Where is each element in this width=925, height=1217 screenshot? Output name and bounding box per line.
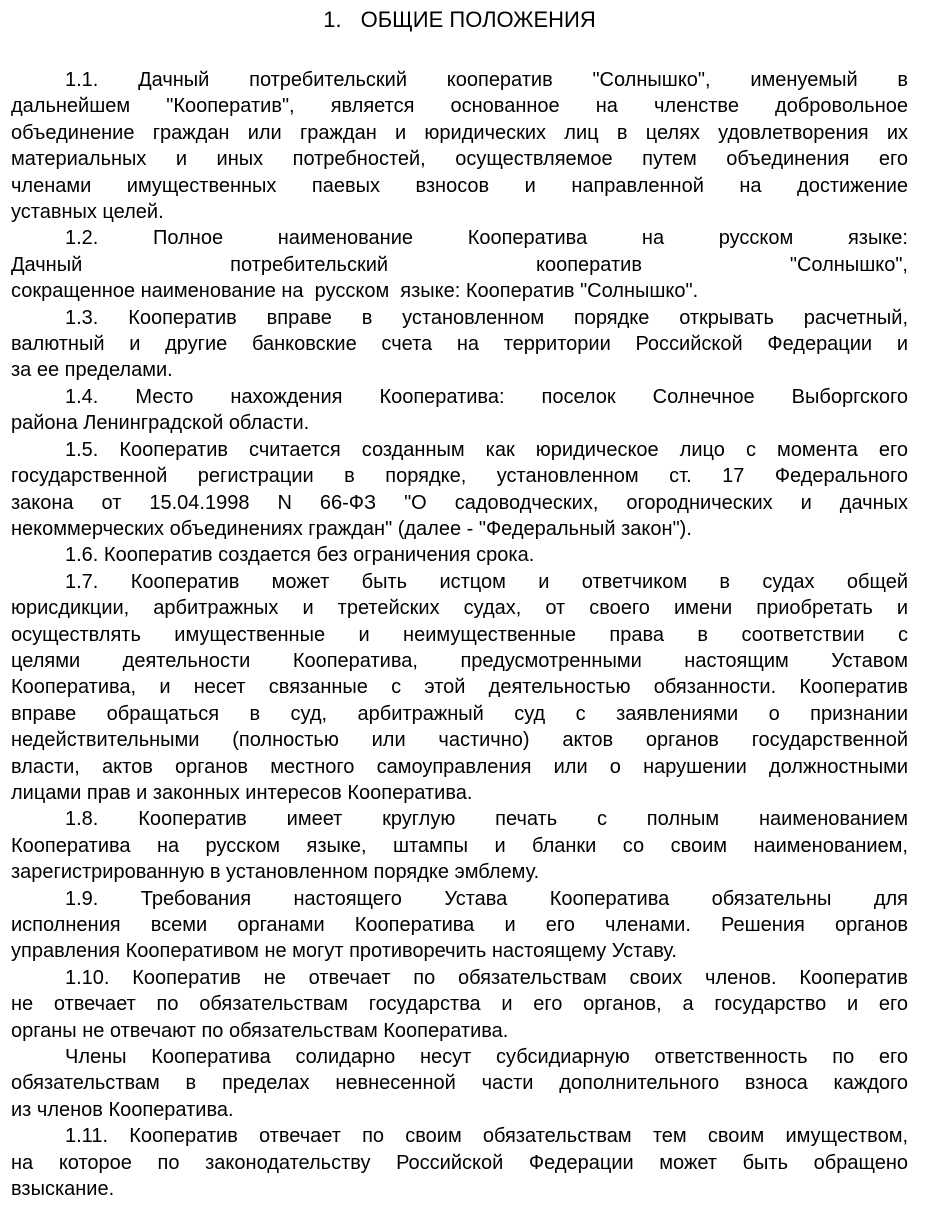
text-line: 1.8. Кооператив имеет круглую печать с полным наименованием <box>65 808 908 831</box>
text-line: 1.1. Дачный потребительский кооператив "Солнышко", именуемый в <box>65 69 908 91</box>
text-line: органы не отвечают по обязательствам Кооператива. <box>11 1019 509 1042</box>
paragraph-1.1 <box>11 67 908 225</box>
text-line: Члены Кооператива солидарно несут субсидиарную ответственность по его <box>65 1046 908 1069</box>
paragraph-1.4 <box>11 384 908 437</box>
text-line: 1.10. Кооператив не отвечает по обязательствам своих членов. Кооператив <box>65 966 908 989</box>
text-line: юрисдикции, арбитражных и третейских судах, от своего имени приобретать и <box>11 597 908 620</box>
paragraph-1.11 <box>11 1123 908 1202</box>
paragraph-1.10 <box>11 965 908 1044</box>
document-body <box>11 67 908 1202</box>
text-line: исполнения всеми органами Кооператива и его членами. Решения органов <box>11 914 908 936</box>
text-line: Кооператива, и несет связанные с этой деятельностью обязанности. Кооператив <box>11 676 908 699</box>
text-line: 1.5. Кооператив считается созданным как юридическое лицо с момента его <box>65 438 908 461</box>
text-line: валютный и другие банковские счета на территории Российской Федерации и <box>11 333 908 356</box>
text-line: за ее пределами. <box>11 359 173 382</box>
section-title-text: ОБЩИЕ ПОЛОЖЕНИЯ <box>360 7 596 32</box>
text-line: из членов Кооператива. <box>11 1098 234 1121</box>
text-line: осуществлять имущественные и неимущественные права в соответствии с <box>11 623 908 646</box>
text-line: дальнейшем "Кооператив", является основанное на членстве добровольное <box>11 95 908 118</box>
text-line: членами имущественных паевых взносов и направленной на достижение <box>11 174 908 197</box>
text-line: недействительными (полностью или частично) актов органов государственной <box>11 729 908 752</box>
text-line: материальных и иных потребностей, осуществляемое путем объединения его <box>11 148 908 171</box>
paragraph-1.7 <box>11 569 908 807</box>
text-line: 1.3. Кооператив вправе в установленном порядке открывать расчетный, <box>65 306 908 329</box>
text-line: сокращенное наименование на русском языке: Кооператив "Солнышко". <box>11 280 699 303</box>
text-line: Кооператива на русском языке, штампы и бланки со своим наименованием, <box>11 834 908 857</box>
text-line: района Ленинградской области. <box>11 412 310 435</box>
paragraph-1.9 <box>11 886 908 965</box>
paragraph-1.3 <box>11 305 908 384</box>
text-line: 1.2. Полное наименование Кооператива на русском языке: <box>65 227 908 250</box>
text-line: власти, актов органов местного самоуправления или о нарушении должностными <box>11 755 908 778</box>
paragraph-1.2 <box>11 225 908 304</box>
text-line: закона от 15.04.1998 N 66-ФЗ "О садоводческих, огороднических и дачных <box>11 491 908 514</box>
paragraph-1.8 <box>11 806 908 885</box>
section-title <box>11 6 908 33</box>
text-line: 1.7. Кооператив может быть истцом и ответчиком в судах общей <box>65 570 908 593</box>
text-line: управления Кооперативом не могут противоречить настоящему Уставу. <box>11 940 677 963</box>
text-line: 1.6. Кооператив создается без ограничения срока. <box>65 544 535 567</box>
text-line: не отвечает по обязательствам государства и его органов, а государство и его <box>11 993 908 1016</box>
paragraph-1.6 <box>11 542 908 568</box>
text-line: 1.11. Кооператив отвечает по своим обязательствам тем своим имуществом, <box>65 1125 908 1148</box>
text-line: 1.4. Место нахождения Кооператива: поселок Солнечное Выборгского <box>65 385 908 408</box>
text-line: обязательствам в пределах невнесенной части дополнительного взноса каждого <box>11 1072 908 1095</box>
text-line: вправе обращаться в суд, арбитражный суд с заявлениями о признании <box>11 702 908 725</box>
text-line: взыскание. <box>11 1178 115 1201</box>
text-line: 1.9. Требования настоящего Устава Кооператива обязательны для <box>65 887 908 910</box>
paragraph-1.10-cont <box>11 1044 908 1123</box>
text-line: на которое по законодательству Российской Федерации может быть обращено <box>11 1151 908 1174</box>
text-line: объединение граждан или граждан и юридических лиц в целях удовлетворения их <box>11 121 908 144</box>
text-line: лицами прав и законных интересов Кооператива. <box>11 781 473 804</box>
text-line: государственной регистрации в порядке, установленном ст. 17 Федерального <box>11 465 908 488</box>
text-line: некоммерческих объединениях граждан" (далее - "Федеральный закон"). <box>11 517 692 540</box>
text-line: уставных целей. <box>11 201 164 224</box>
section-number: 1. <box>323 7 342 32</box>
text-line: зарегистрированную в установленном порядке эмблему. <box>11 861 540 884</box>
paragraph-1.5 <box>11 437 908 543</box>
text-line: целями деятельности Кооператива, предусмотренными настоящим Уставом <box>11 649 908 672</box>
text-line: Дачный потребительский кооператив "Солнышко", <box>11 253 908 276</box>
